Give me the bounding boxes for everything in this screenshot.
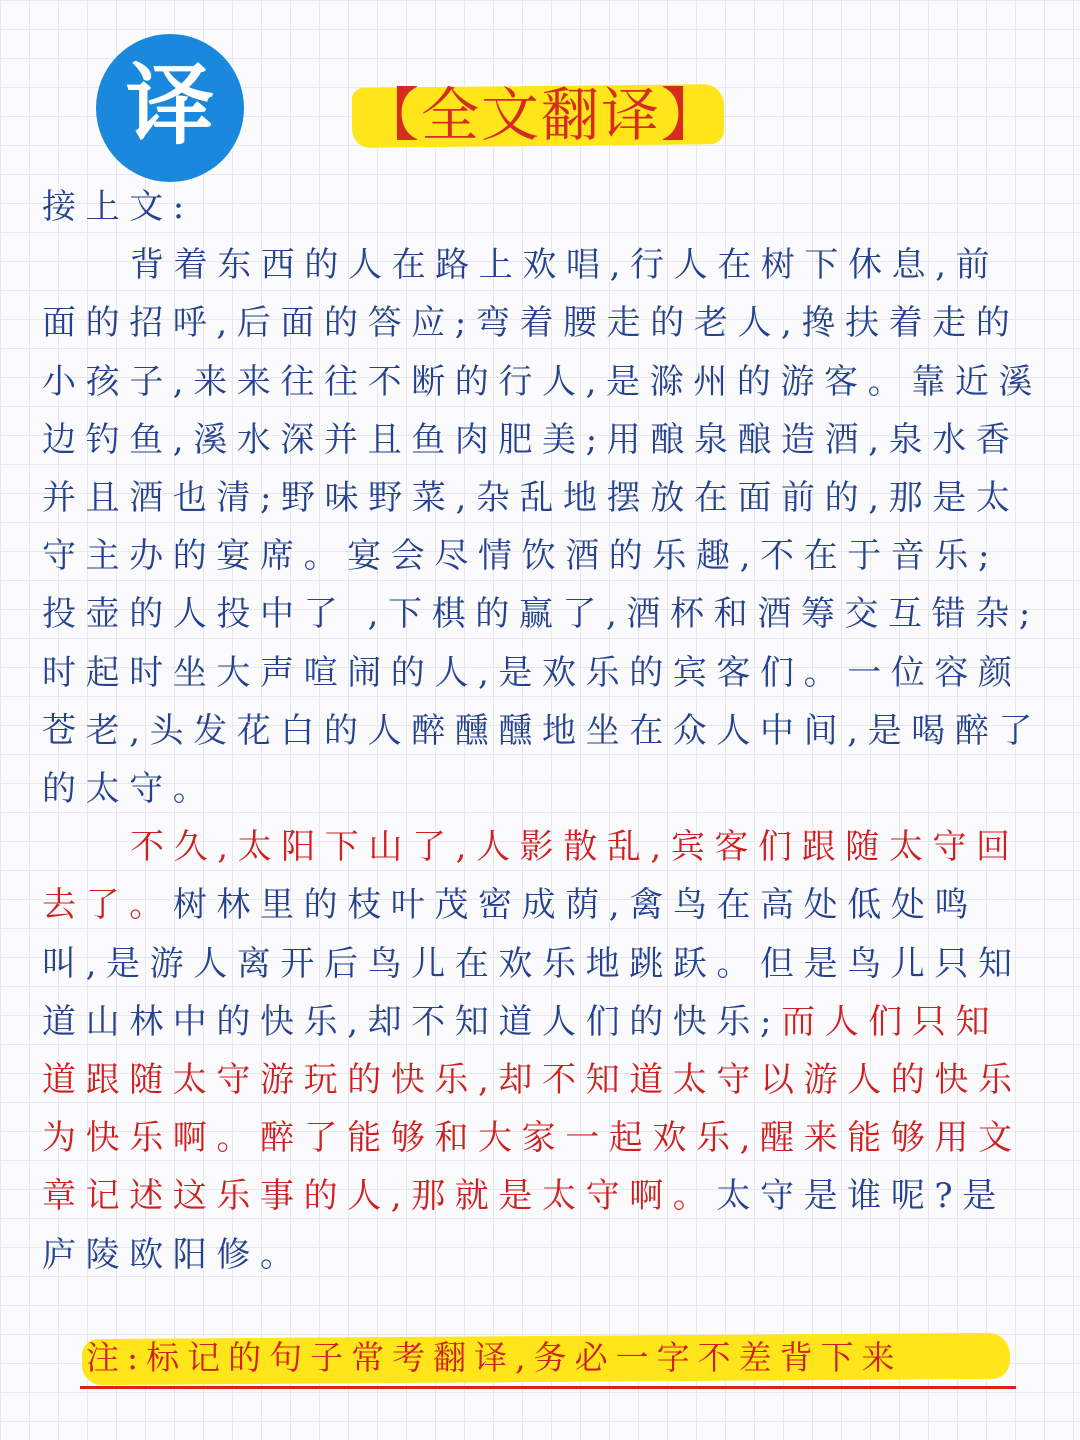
intro-line: 接上文: <box>42 187 194 227</box>
note-text: 注:标记的句子常考翻译,务必一字不差背下来 <box>86 1338 903 1377</box>
note-underline <box>80 1386 1016 1389</box>
translate-badge-icon <box>96 34 244 182</box>
translation-body <box>42 178 1042 1284</box>
title-text: 【全文翻译】 <box>360 81 721 149</box>
plain-sentence-2: 太守是谁呢?是庐陵欧阳修。 <box>42 1176 1006 1275</box>
study-note <box>80 1326 1020 1392</box>
plain-sentence-1: 树林里的枝叶茂密成荫,禽鸟在高处低处鸣叫,是游人离开后鸟儿在欢乐地跳跃。但是鸟儿只知道山林中的快乐,却不知道人们的快乐; <box>42 885 1022 1042</box>
marked-sentence-2: 而人们只知道跟随太守游玩的快乐,却不知道太守以游人的快乐为快乐啊。醉了能够和大家一起欢乐,醒来能够用文章记述这乐事的人,那就是太守啊。 <box>42 1001 1022 1217</box>
page-title <box>352 78 730 152</box>
paragraph-2 <box>42 818 1042 1284</box>
paragraph-1: 背着东西的人在路上欢唱,行人在树下休息,前面的招呼,后面的答应;弯着腰走的老人,搀扶着走的小孩子,来来往往不断的行人,是滁州的游客。靠近溪边钓鱼,溪水深并且鱼肉肥美;用酿泉酿造酒,泉水香并且酒也清;野味野菜,杂乱地摆放在面前的,那是太守主办的宴席。宴会尽情饮酒的乐趣,不在于音乐;投壶的人投中了 ,下棋的赢了,酒杯和酒筹交互错杂;时起时坐大声喧闹的人,是欢乐的宾客们。一位容颜苍老,头发花白的人醉醺醺地坐在众人中间,是喝醉了的太守。 <box>42 245 1043 810</box>
marked-sentence-1: 不久,太阳下山了,人影散乱,宾客们跟随太守回去了。 <box>42 827 1020 926</box>
translate-badge-char: 译 <box>125 54 214 157</box>
